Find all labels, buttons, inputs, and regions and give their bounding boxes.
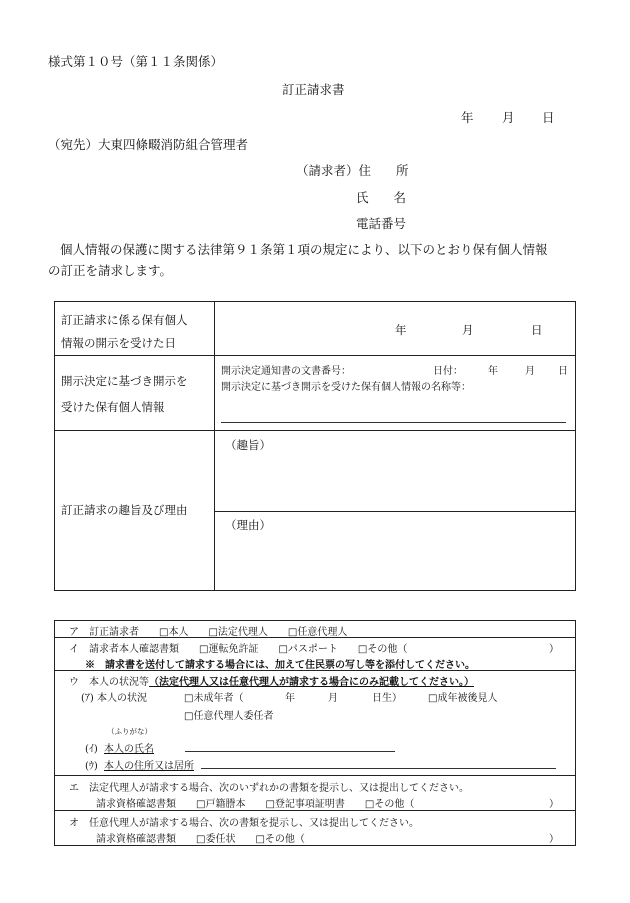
voluntary-agent-instruction: オ 任意代理人が請求する場合、次の書類を提示し、又は提出してください。 bbox=[69, 818, 419, 829]
intro-line-2: の訂正を請求します。 bbox=[48, 263, 173, 278]
requester-id-row[interactable]: イ 請求者本人確認書類 □運転免許証 □パスポート □その他（ bbox=[69, 644, 408, 655]
disclosure-date-label-2: 情報の開示を受けた日 bbox=[61, 336, 176, 350]
disclosure-day[interactable]: 日 bbox=[531, 323, 543, 337]
person-name-label: 本人の氏名 bbox=[104, 744, 154, 755]
minor-birth-day: 日生） bbox=[372, 693, 402, 704]
requester-name-label: 氏 名 bbox=[356, 190, 407, 205]
date-year: 年 bbox=[461, 110, 474, 125]
person-address-label: 本人の住所又は居所 bbox=[104, 761, 194, 772]
row-divider bbox=[55, 775, 575, 776]
date-month: 月 bbox=[502, 110, 515, 125]
legal-agent-documents[interactable]: 請求資格確認書類 □戸籍謄本 □登記事項証明書 □その他（ bbox=[96, 799, 415, 810]
info-name-label: 開示決定に基づき開示を受けた保有個人情報の名称等： bbox=[221, 382, 471, 393]
legal-agent-close: ） bbox=[549, 799, 559, 810]
confirmation-table bbox=[54, 620, 576, 846]
info-name-input-line[interactable] bbox=[221, 422, 566, 423]
voluntary-agent-close: ） bbox=[549, 834, 559, 845]
minor-birth-month: 月 bbox=[328, 693, 338, 704]
minor-birth-year: 年 bbox=[285, 693, 295, 704]
adult-guardian-checkbox[interactable]: □成年被後見人 bbox=[428, 693, 498, 704]
request-table bbox=[54, 301, 576, 591]
delegator-checkbox[interactable]: □任意代理人委任者 bbox=[184, 711, 274, 722]
row-divider bbox=[55, 355, 575, 356]
requester-type-row[interactable]: ア 訂正請求者 □本人 □法定代理人 □任意代理人 bbox=[69, 627, 348, 638]
row-divider bbox=[55, 810, 575, 811]
date-day: 日 bbox=[542, 110, 555, 125]
requester-address-label: （請求者）住 所 bbox=[296, 163, 409, 178]
mail-note: ※ 請求書を送付して請求する場合には、加えて住民票の写し等を添付してください。 bbox=[85, 660, 475, 671]
page-title: 訂正請求書 bbox=[282, 82, 345, 97]
legal-agent-instruction: エ 法定代理人が請求する場合、次のいずれかの書類を提示し、又は提出してください。 bbox=[69, 783, 469, 794]
doc-number-label: 開示決定通知書の文書番号： bbox=[221, 366, 351, 377]
row-divider bbox=[55, 430, 575, 431]
furigana-label: （ふりがな） bbox=[107, 727, 152, 736]
intro-line-1: 個人情報の保護に関する法律第９１条第１項の規定により、以下のとおり保有個人情報 bbox=[60, 242, 548, 257]
status-heading-prefix: ウ 本人の状況等 bbox=[69, 677, 149, 688]
voluntary-agent-documents[interactable]: 請求資格確認書類 □委任状 □その他（ bbox=[96, 834, 305, 845]
person-address-input-line[interactable] bbox=[201, 768, 556, 769]
doc-year[interactable]: 年 bbox=[488, 366, 498, 377]
status-heading-note: （法定代理人又は任意代理人が請求する場合にのみ記載してください。） bbox=[149, 677, 474, 688]
doc-date-label: 日付： bbox=[433, 366, 463, 377]
person-name-input-line[interactable] bbox=[185, 751, 395, 752]
doc-day[interactable]: 日 bbox=[558, 366, 568, 377]
status-label: (ｱ) 本人の状況 bbox=[81, 693, 147, 704]
minor-checkbox[interactable]: □未成年者（ bbox=[184, 693, 244, 704]
addressee: （宛先）大東四條畷消防組合管理者 bbox=[48, 137, 249, 152]
status-heading bbox=[69, 673, 474, 688]
requester-id-close: ） bbox=[549, 644, 559, 655]
form-number: 様式第１０号（第１１条関係） bbox=[48, 54, 224, 69]
doc-month[interactable]: 月 bbox=[525, 366, 535, 377]
disclosure-date-label-1: 訂正請求に係る保有個人 bbox=[61, 313, 188, 327]
disclosure-month[interactable]: 月 bbox=[462, 323, 474, 337]
disclosed-info-label-2: 受けた保有個人情報 bbox=[61, 400, 165, 414]
disclosure-year[interactable]: 年 bbox=[395, 323, 407, 337]
purpose-label: （趣旨） bbox=[225, 438, 271, 452]
disclosed-info-label-1: 開示決定に基づき開示を bbox=[61, 374, 188, 388]
person-address-num: (ｳ) bbox=[85, 761, 98, 772]
row-divider bbox=[214, 511, 576, 512]
table-divider bbox=[214, 302, 215, 590]
requester-phone-label: 電話番号 bbox=[356, 216, 407, 231]
person-name-num: (ｲ) bbox=[85, 744, 98, 755]
reason-label: （理由） bbox=[225, 518, 271, 532]
purpose-reason-label: 訂正請求の趣旨及び理由 bbox=[61, 503, 188, 517]
